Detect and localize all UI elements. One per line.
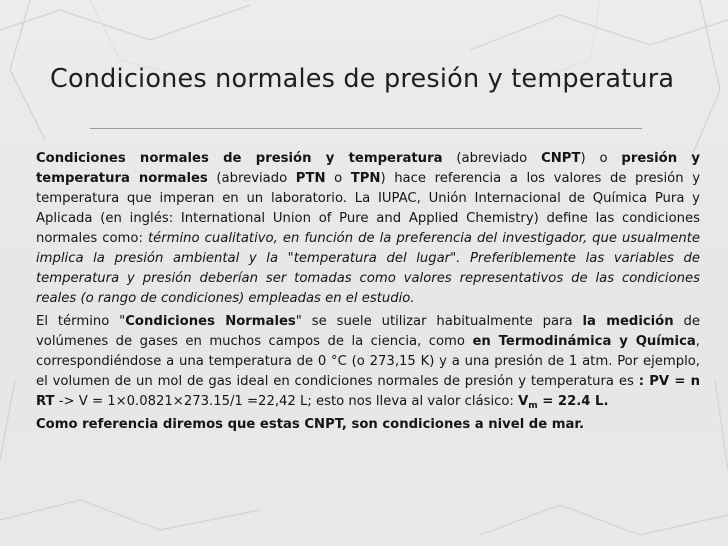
paragraph-2 [36, 312, 700, 412]
page-title: Condiciones normales de presión y temperatura [50, 64, 675, 94]
paragraph-1 [36, 149, 700, 309]
text-run: El término " [36, 314, 126, 329]
bold-term: en Termodinámica y Química [472, 334, 696, 349]
bold-term: Condiciones normales de presión y temperatura [36, 151, 443, 166]
body-text [36, 149, 700, 435]
bold-abbrev: CNPT [541, 151, 581, 166]
molar-volume-symbol [518, 394, 608, 409]
italic-definition: término cualitativo, en función de la preferencia del investigador, que usualmente implica la presión ambiental y la "temperatura del lugar". Preferiblemente las variables de temperatura y presión deberían ser tomadas como valores representativos de las condiciones reales (o rango de condiciones) empleadas en el estudio. [36, 231, 700, 306]
text-run: (abreviado [207, 171, 296, 186]
text-run: ) hace referencia a los valores de presión y temperatura que imperan en un laboratorio. La IUPAC, Unión Internacional de Química Pura y Aplicada (en inglés: International Union of Pure and Applied Chemistry) define las condiciones normales como: [36, 171, 701, 246]
paragraph-3 [36, 415, 700, 435]
symbol-subscript: m [528, 401, 538, 411]
bold-term: la medición [582, 314, 674, 329]
conclusion-text: Como referencia diremos que estas CNPT, son condiciones a nivel de mar. [36, 417, 585, 432]
bold-term: Condiciones Normales [125, 314, 296, 329]
molar-volume-value: = 22.4 L. [537, 394, 609, 409]
text-run: , correspondiéndose a una temperatura de 0 °C (o 273,15 K) y a una presión de 1 atm. Por ejemplo, el volumen de un mol de gas ideal en condiciones normales de presión y temperatura es [36, 334, 700, 389]
bold-abbrev: TPN [350, 171, 381, 186]
formula: : PV = n RT [36, 374, 701, 409]
text-run: o [325, 171, 351, 186]
text-run: ) o [580, 151, 622, 166]
text-run: " se suele utilizar habitualmente para [295, 314, 583, 329]
title-divider [90, 128, 642, 129]
text-run: de volúmenes de gases en muchos campos de la ciencia, como [36, 314, 701, 349]
symbol-v: V [518, 394, 529, 409]
text-run: -> V = 1×0.0821×273.15/1 =22,42 L; esto nos lleva al valor clásico: [54, 394, 519, 409]
bold-term: presión y temperatura normales [36, 151, 700, 186]
bold-abbrev: PTN [295, 171, 326, 186]
text-run: (abreviado [442, 151, 542, 166]
